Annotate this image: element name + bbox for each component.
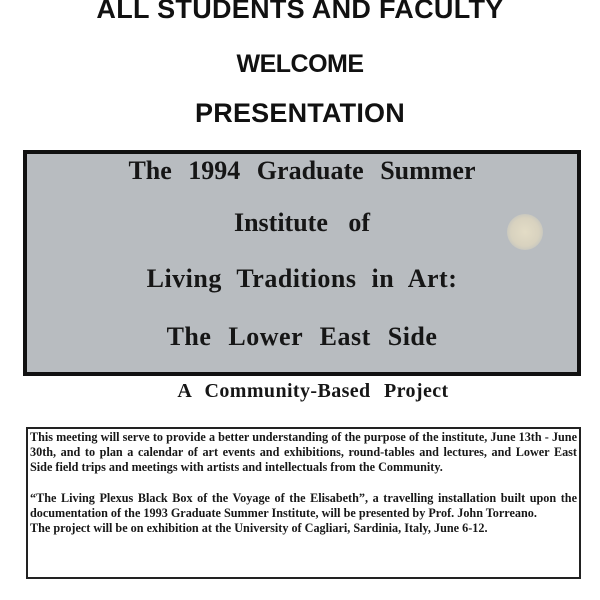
info-paragraph-2: “The Living Plexus Black Box of the Voyage of the Elisabeth”, a travelling installation built upon the documentation of the 1993 Graduate Summer Institute, will be presented by Prof. John Torreano.	[30, 490, 577, 520]
info-paragraph-1: This meeting will serve to provide a better understanding of the purpose of the institute, June 13th - June 30th, and to plan a calendar of art events and exhibitions, round-tables and lectures, and Lower East Side field trips and meetings with artists and intellectuals from the Community.	[30, 430, 577, 475]
subtitle: A Community-Based Project	[177, 380, 449, 402]
paper-stain	[507, 214, 543, 250]
header-line-3: PRESENTATION	[195, 98, 405, 128]
info-box	[26, 427, 581, 579]
header-line-2: WELCOME	[236, 50, 364, 78]
info-paragraph-3: The project will be on exhibition at the University of Cagliari, Sardinia, Italy, June 6-12.	[30, 521, 488, 536]
title-line-1: The 1994 Graduate Summer	[128, 156, 476, 185]
title-line-3: Living Traditions in Art:	[146, 264, 458, 293]
header-line-1: ALL STUDENTS AND FACULTY	[96, 0, 504, 24]
title-box	[23, 150, 581, 376]
title-line-2: Institute of	[233, 208, 371, 237]
title-line-4: The Lower East Side	[166, 322, 438, 351]
